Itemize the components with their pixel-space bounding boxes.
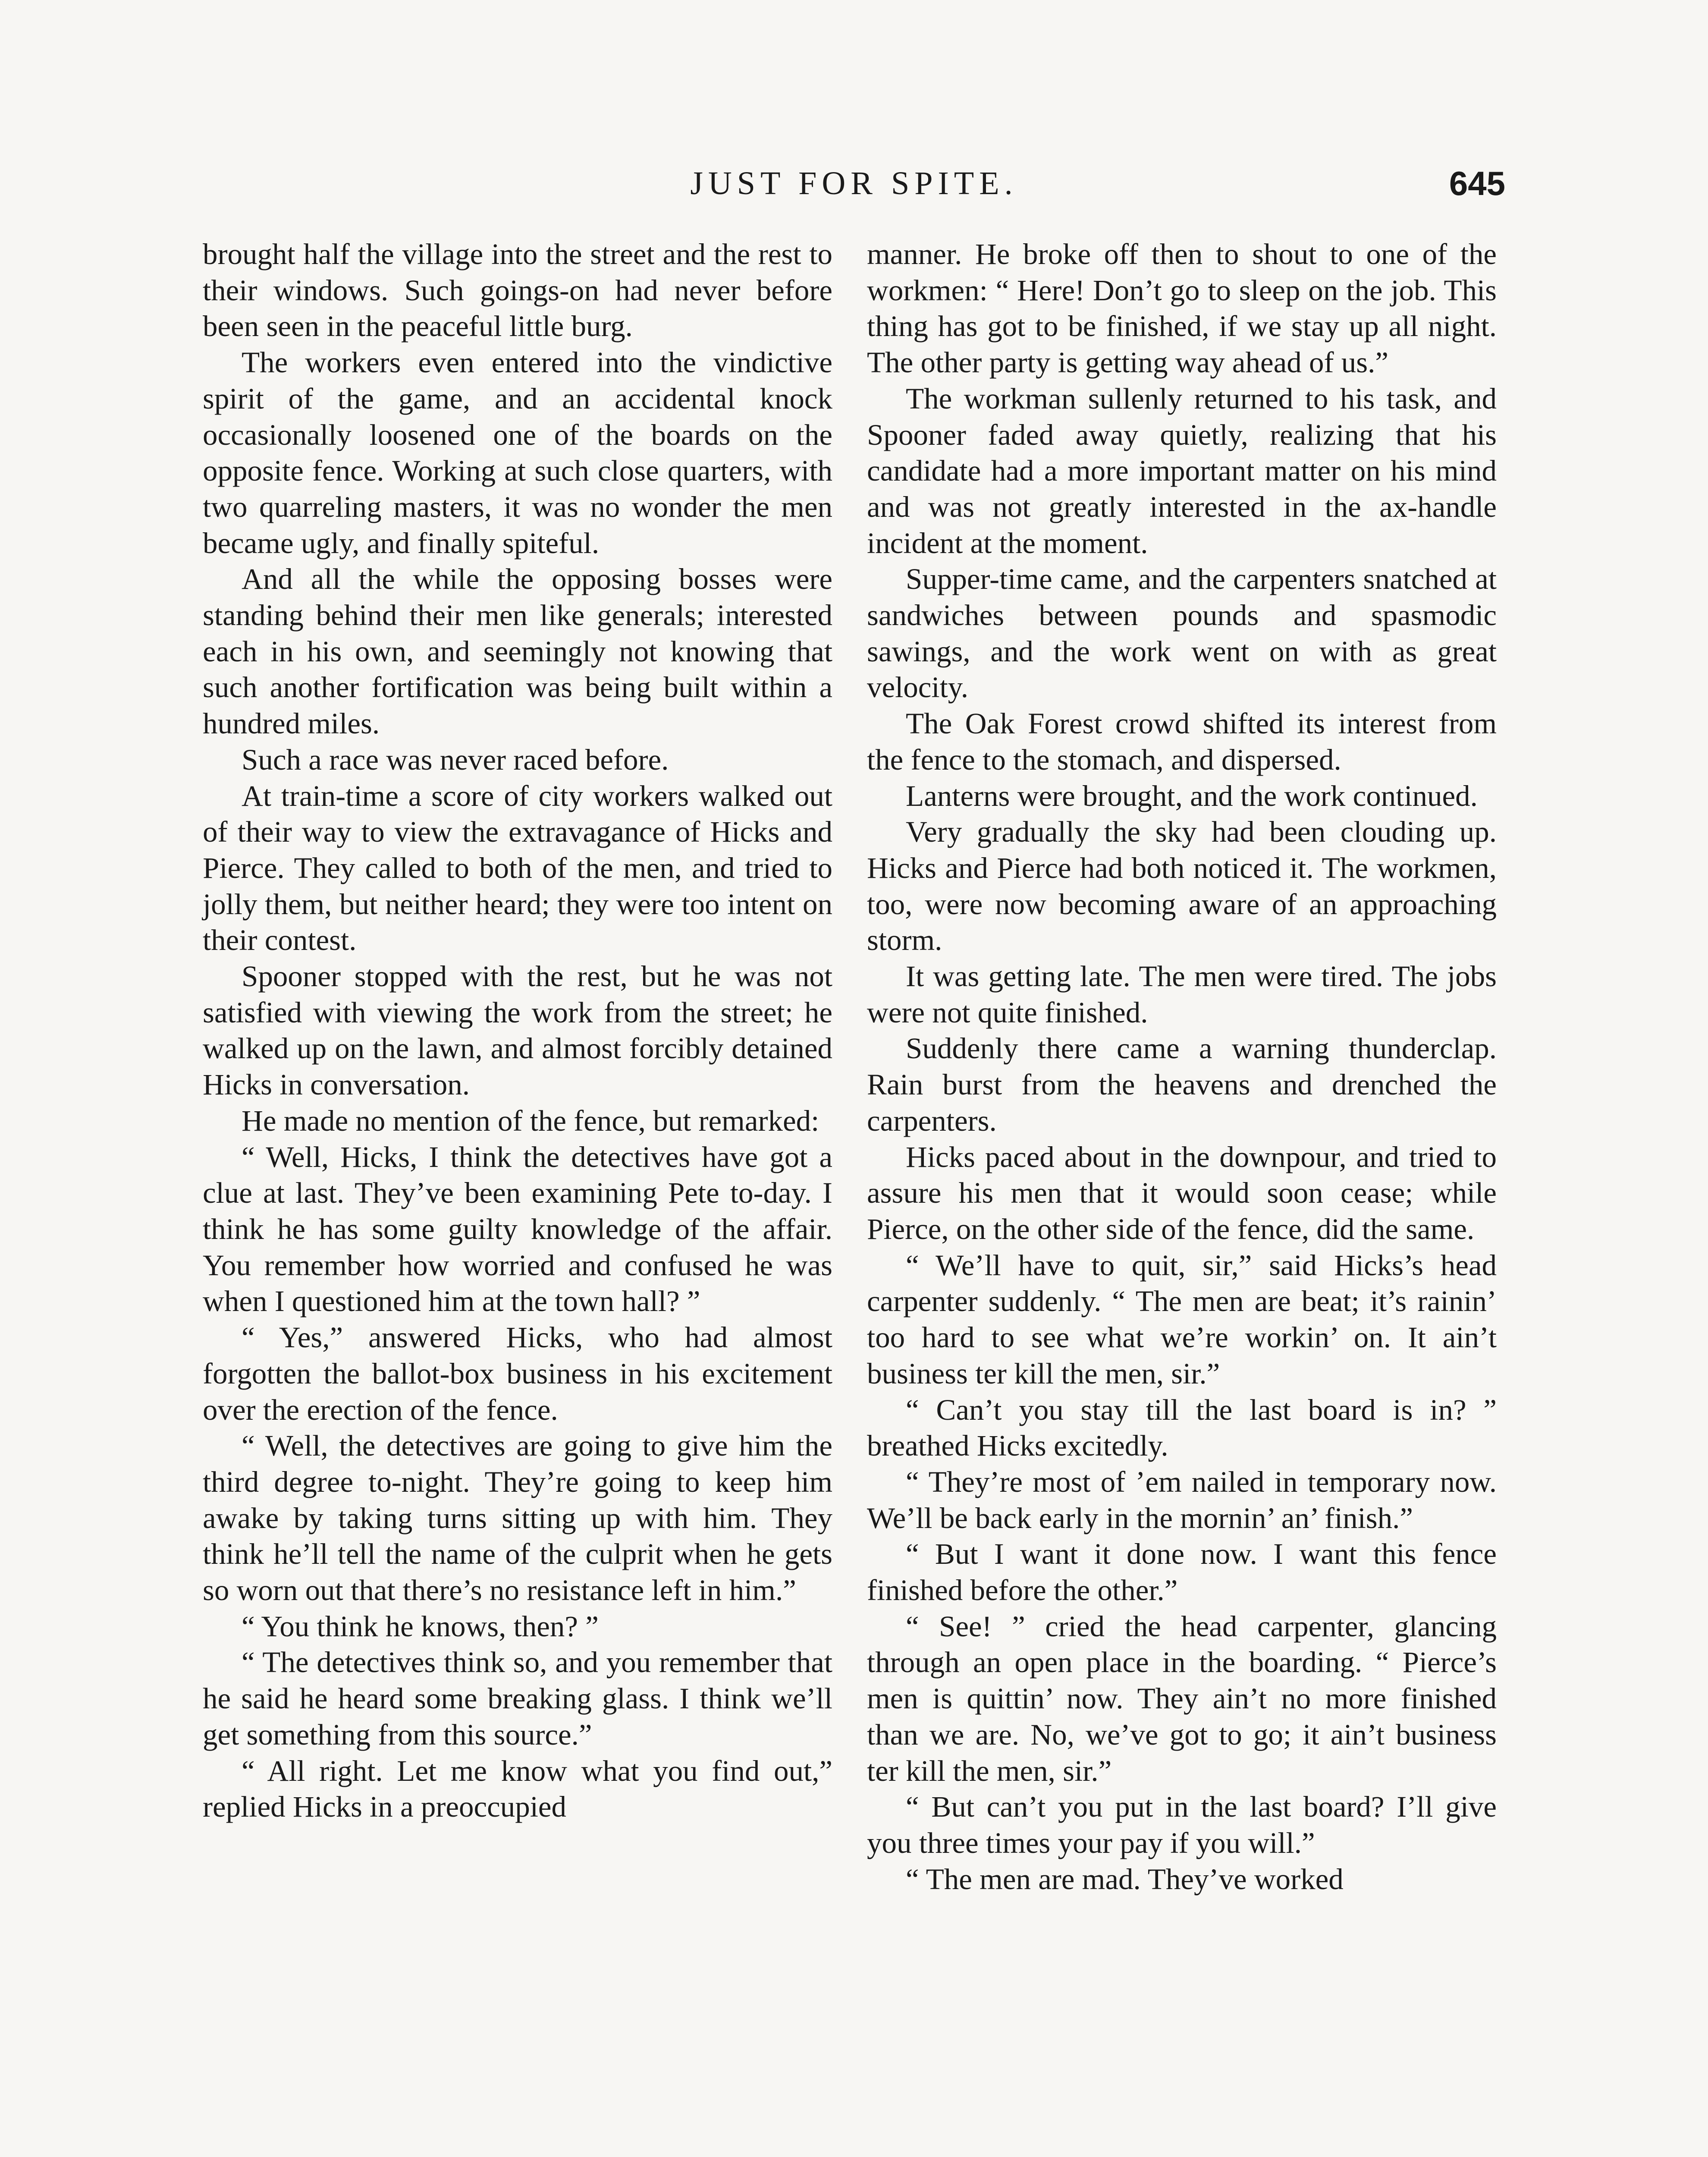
paragraph: “ They’re most of ’em nailed in temporary now. We’ll be back early in the mornin’ an’ finish.” <box>867 1465 1497 1534</box>
paragraph: brought half the village into the street and the rest to their windows. Such goings-on had never before been seen in the peaceful little burg. <box>203 238 832 343</box>
paragraph: “ The men are mad. They’ve worked <box>906 1862 1344 1896</box>
paragraph: He made no mention of the fence, but remarked: <box>242 1104 819 1137</box>
left-column <box>203 236 832 1825</box>
paragraph: Very gradually the sky had been clouding up. Hicks and Pierce had both noticed it. The workmen, too, were now becoming aware of an approaching storm. <box>867 815 1497 957</box>
paragraph: “ All right. Let me know what you find out,” replied Hicks in a preoccupied <box>203 1754 832 1824</box>
paragraph: The Oak Forest crowd shifted its interest from the fence to the stomach, and dispersed. <box>867 707 1497 776</box>
paragraph: “ The detectives think so, and you remember that he said he heard some breaking glass. I think we’ll get something from this source.” <box>203 1646 832 1751</box>
paragraph: And all the while the opposing bosses were standing behind their men like generals; interested each in his own, and seemingly not knowing that such another fortification was being built within a hundred miles. <box>203 563 832 740</box>
paragraph: Spooner stopped with the rest, but he was not satisfied with viewing the work from the street; he walked up on the lawn, and almost forcibly detained Hicks in conversation. <box>203 960 832 1101</box>
paragraph: The workman sullenly returned to his task, and Spooner faded away quietly, realizing that his candidate had a more important matter on his mind and was not greatly interested in the ax-handle incident at the moment. <box>867 382 1497 560</box>
paragraph: “ Can’t you stay till the last board is in? ” breathed Hicks excitedly. <box>867 1393 1497 1462</box>
paragraph: It was getting late. The men were tired. The jobs were not quite finished. <box>867 960 1497 1029</box>
paragraph: Suddenly there came a warning thunderclap. Rain burst from the heavens and drenched the carpenters. <box>867 1032 1497 1137</box>
paragraph: Such a race was never raced before. <box>242 743 669 776</box>
paragraph: Supper-time came, and the carpenters snatched at sandwiches between pounds and spasmodic sawings, and the work went on with as great velocity. <box>867 563 1497 704</box>
paragraph: “ But can’t you put in the last board? I’ll give you three times your pay if you will.” <box>867 1790 1497 1859</box>
paragraph: Lanterns were brought, and the work continued. <box>906 779 1478 812</box>
paragraph: “ See! ” cried the head carpenter, glancing through an open place in the boarding. “ Pierce’s men is quittin’ now. They ain’t no more finished than we are. No, we’ve got to go; it ain’t business ter kill the men, sir.” <box>867 1610 1497 1787</box>
paragraph: “ But I want it done now. I want this fence finished before the other.” <box>867 1538 1497 1607</box>
paragraph: “ You think he knows, then? ” <box>242 1610 599 1643</box>
paragraph: “ We’ll have to quit, sir,” said Hicks’s head carpenter suddenly. “ The men are beat; it’s rainin’ too hard to see what we’re workin’ on. It ain’t business ter kill the men, sir.” <box>867 1248 1497 1390</box>
paragraph: The workers even entered into the vindictive spirit of the game, and an accidental knock occasionally loosened one of the boards on the opposite fence. Working at such close quarters, with two quarreling masters, it was no wonder the men became ugly, and finally spiteful. <box>203 346 832 560</box>
paragraph: At train-time a score of city workers walked out of their way to view the extravagance of Hicks and Pierce. They called to both of the men, and tried to jolly them, but neither heard; they were too intent on their contest. <box>203 779 832 957</box>
paragraph: manner. He broke off then to shout to one of the workmen: “ Here! Don’t go to sleep on the job. This thing has got to be finished, if we stay up all night. The other party is getting way ahead of us.” <box>867 238 1497 379</box>
right-column <box>867 236 1497 1897</box>
paragraph: “ Yes,” answered Hicks, who had almost forgotten the ballot-box business in his excitement over the erection of the fence. <box>203 1321 832 1426</box>
running-head <box>203 160 1505 207</box>
page-title: JUST FOR SPITE. <box>690 165 1018 201</box>
paragraph: “ Well, the detectives are going to give him the third degree to-night. They’re going to keep him awake by taking turns sitting up with him. They think he’ll tell the name of the culprit when he gets so worn out that there’s no resistance left in him.” <box>203 1429 832 1607</box>
page-number: 645 <box>1449 164 1505 202</box>
paragraph: “ Well, Hicks, I think the detectives have got a clue at last. They’ve been examining Pete to-day. I think he has some guilty knowledge of the affair. You remember how worried and confused he was when I questioned him at the town hall? ” <box>203 1140 832 1318</box>
paragraph: Hicks paced about in the downpour, and tried to assure his men that it would soon cease; while Pierce, on the other side of the fence, did the same. <box>867 1140 1497 1245</box>
